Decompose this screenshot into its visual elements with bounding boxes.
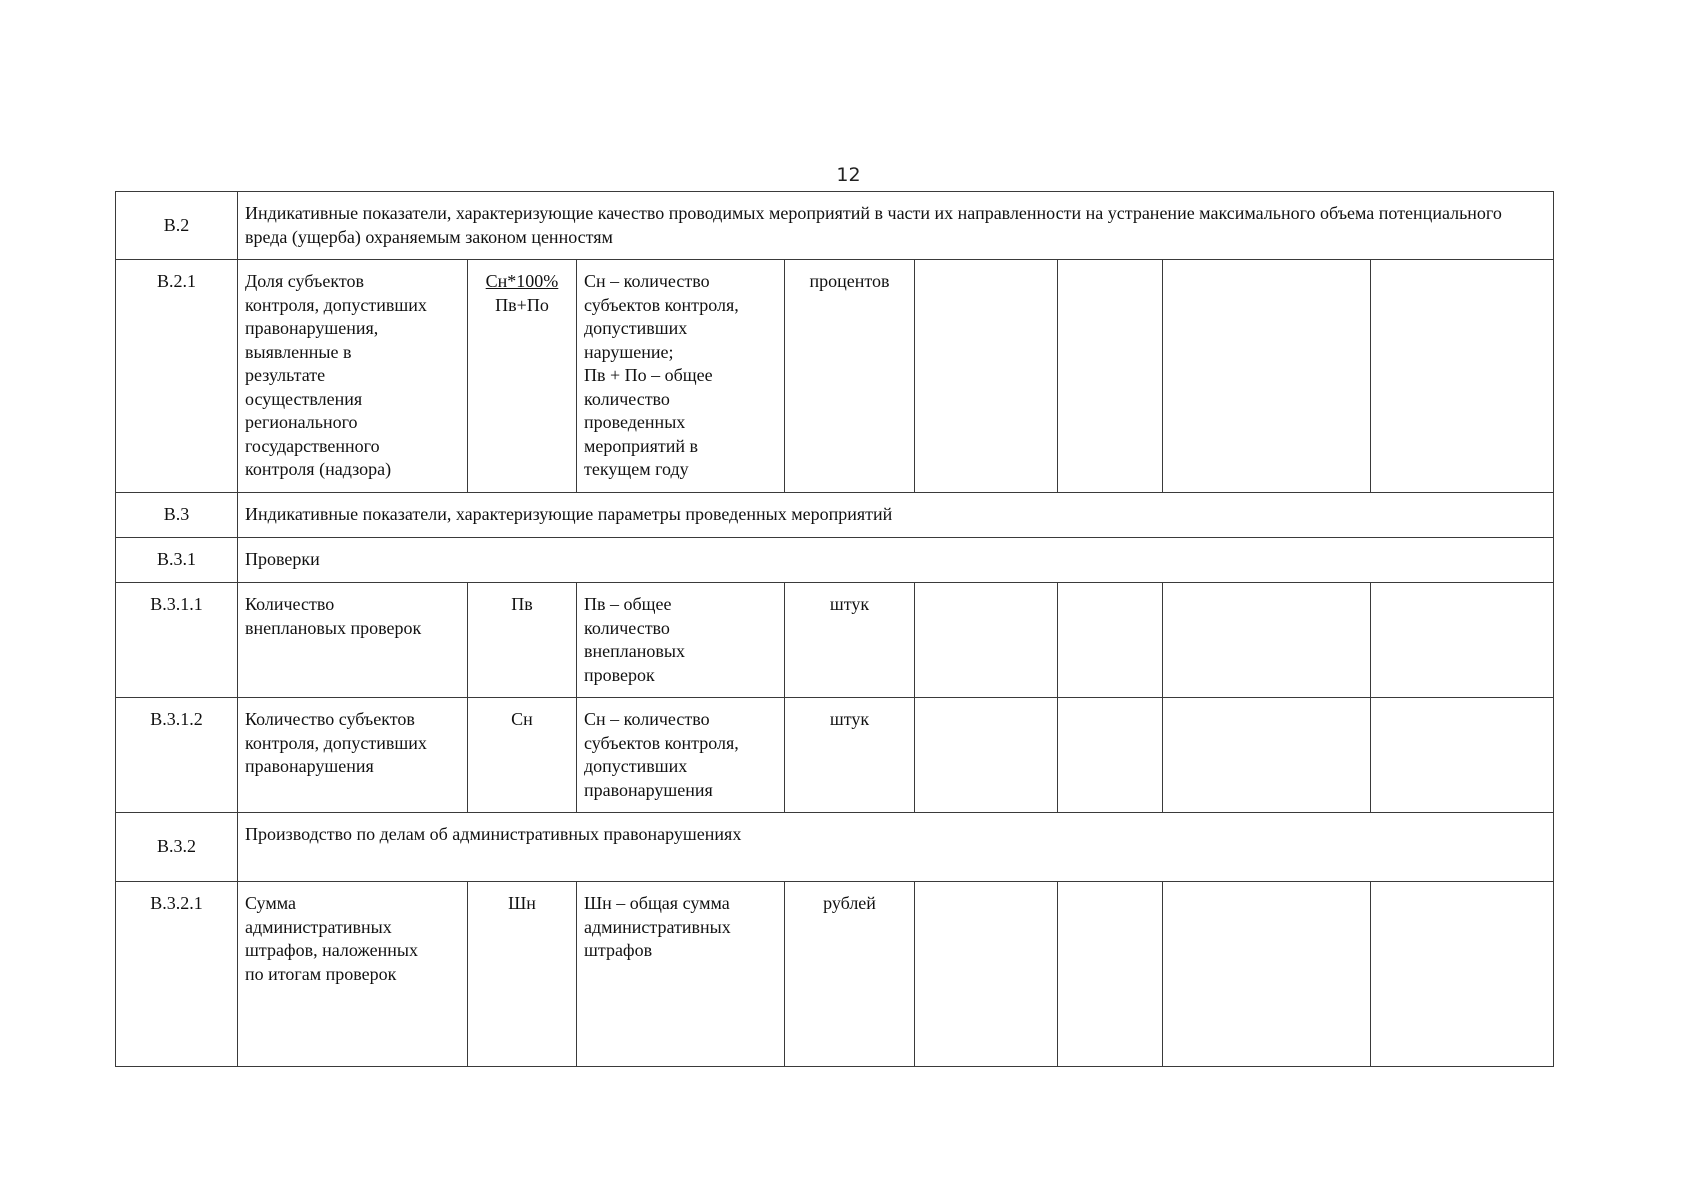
empty-cell	[1371, 260, 1554, 493]
row-code: В.3.1.1	[116, 583, 238, 698]
empty-cell	[1058, 260, 1163, 493]
table-row-b321	[116, 882, 1554, 1067]
indicator-definition: Шн – общая сумма административных штрафов	[577, 882, 785, 1067]
row-code: В.2.1	[116, 260, 238, 493]
indicator-formula	[468, 260, 577, 493]
table-row-b311	[116, 583, 1554, 698]
row-code: В.3.1	[116, 538, 238, 583]
section-title: Производство по делам об административных правонарушениях	[238, 813, 1554, 882]
indicator-name: Доля субъектов контроля, допустивших правонарушения, выявленные в результате осуществления регионального государственного контроля (надзора)	[238, 260, 468, 493]
indicator-formula: Пв	[468, 583, 577, 698]
formula-denominator: Пв+По	[495, 294, 549, 315]
empty-cell	[1058, 583, 1163, 698]
empty-cell	[915, 260, 1058, 493]
empty-cell	[1371, 698, 1554, 813]
indicator-name: Количество субъектов контроля, допустивших правонарушения	[238, 698, 468, 813]
indicators-table	[115, 191, 1554, 1067]
indicator-name: Количество внеплановых проверок	[238, 583, 468, 698]
empty-cell	[1058, 698, 1163, 813]
section-title: Проверки	[238, 538, 1554, 583]
indicator-definition: Пв – общее количество внеплановых проверок	[577, 583, 785, 698]
row-code: В.3	[116, 493, 238, 538]
empty-cell	[1371, 882, 1554, 1067]
indicator-definition: Сн – количество субъектов контроля, допустивших нарушение; Пв + По – общее количество проведенных мероприятий в текущем году	[577, 260, 785, 493]
row-code: В.3.1.2	[116, 698, 238, 813]
page-number: 12	[836, 164, 861, 186]
empty-cell	[1163, 260, 1371, 493]
row-code: В.2	[116, 192, 238, 260]
formula-numerator: Сн*100%	[485, 271, 559, 291]
section-title: Индикативные показатели, характеризующие качество проводимых мероприятий в части их направленности на устранение максимального объема потенциального вреда (ущерба) охраняемым законом ценностям	[238, 192, 1554, 260]
section-title: Индикативные показатели, характеризующие параметры проведенных мероприятий	[238, 493, 1554, 538]
indicator-unit: штук	[785, 698, 915, 813]
section-row-b32	[116, 813, 1554, 882]
empty-cell	[915, 698, 1058, 813]
empty-cell	[915, 882, 1058, 1067]
empty-cell	[1163, 882, 1371, 1067]
empty-cell	[1163, 583, 1371, 698]
indicator-unit: рублей	[785, 882, 915, 1067]
table-row-b21	[116, 260, 1554, 493]
empty-cell	[1371, 583, 1554, 698]
section-row-b31	[116, 538, 1554, 583]
section-row-b2	[116, 192, 1554, 260]
indicator-unit: процентов	[785, 260, 915, 493]
row-code: В.3.2	[116, 813, 238, 882]
table-row-b312	[116, 698, 1554, 813]
section-row-b3	[116, 493, 1554, 538]
empty-cell	[1058, 882, 1163, 1067]
indicator-name: Сумма административных штрафов, наложенных по итогам проверок	[238, 882, 468, 1067]
empty-cell	[915, 583, 1058, 698]
indicator-formula: Шн	[468, 882, 577, 1067]
indicator-unit: штук	[785, 583, 915, 698]
indicator-formula: Сн	[468, 698, 577, 813]
row-code: В.3.2.1	[116, 882, 238, 1067]
empty-cell	[1163, 698, 1371, 813]
indicator-definition: Сн – количество субъектов контроля, допустивших правонарушения	[577, 698, 785, 813]
